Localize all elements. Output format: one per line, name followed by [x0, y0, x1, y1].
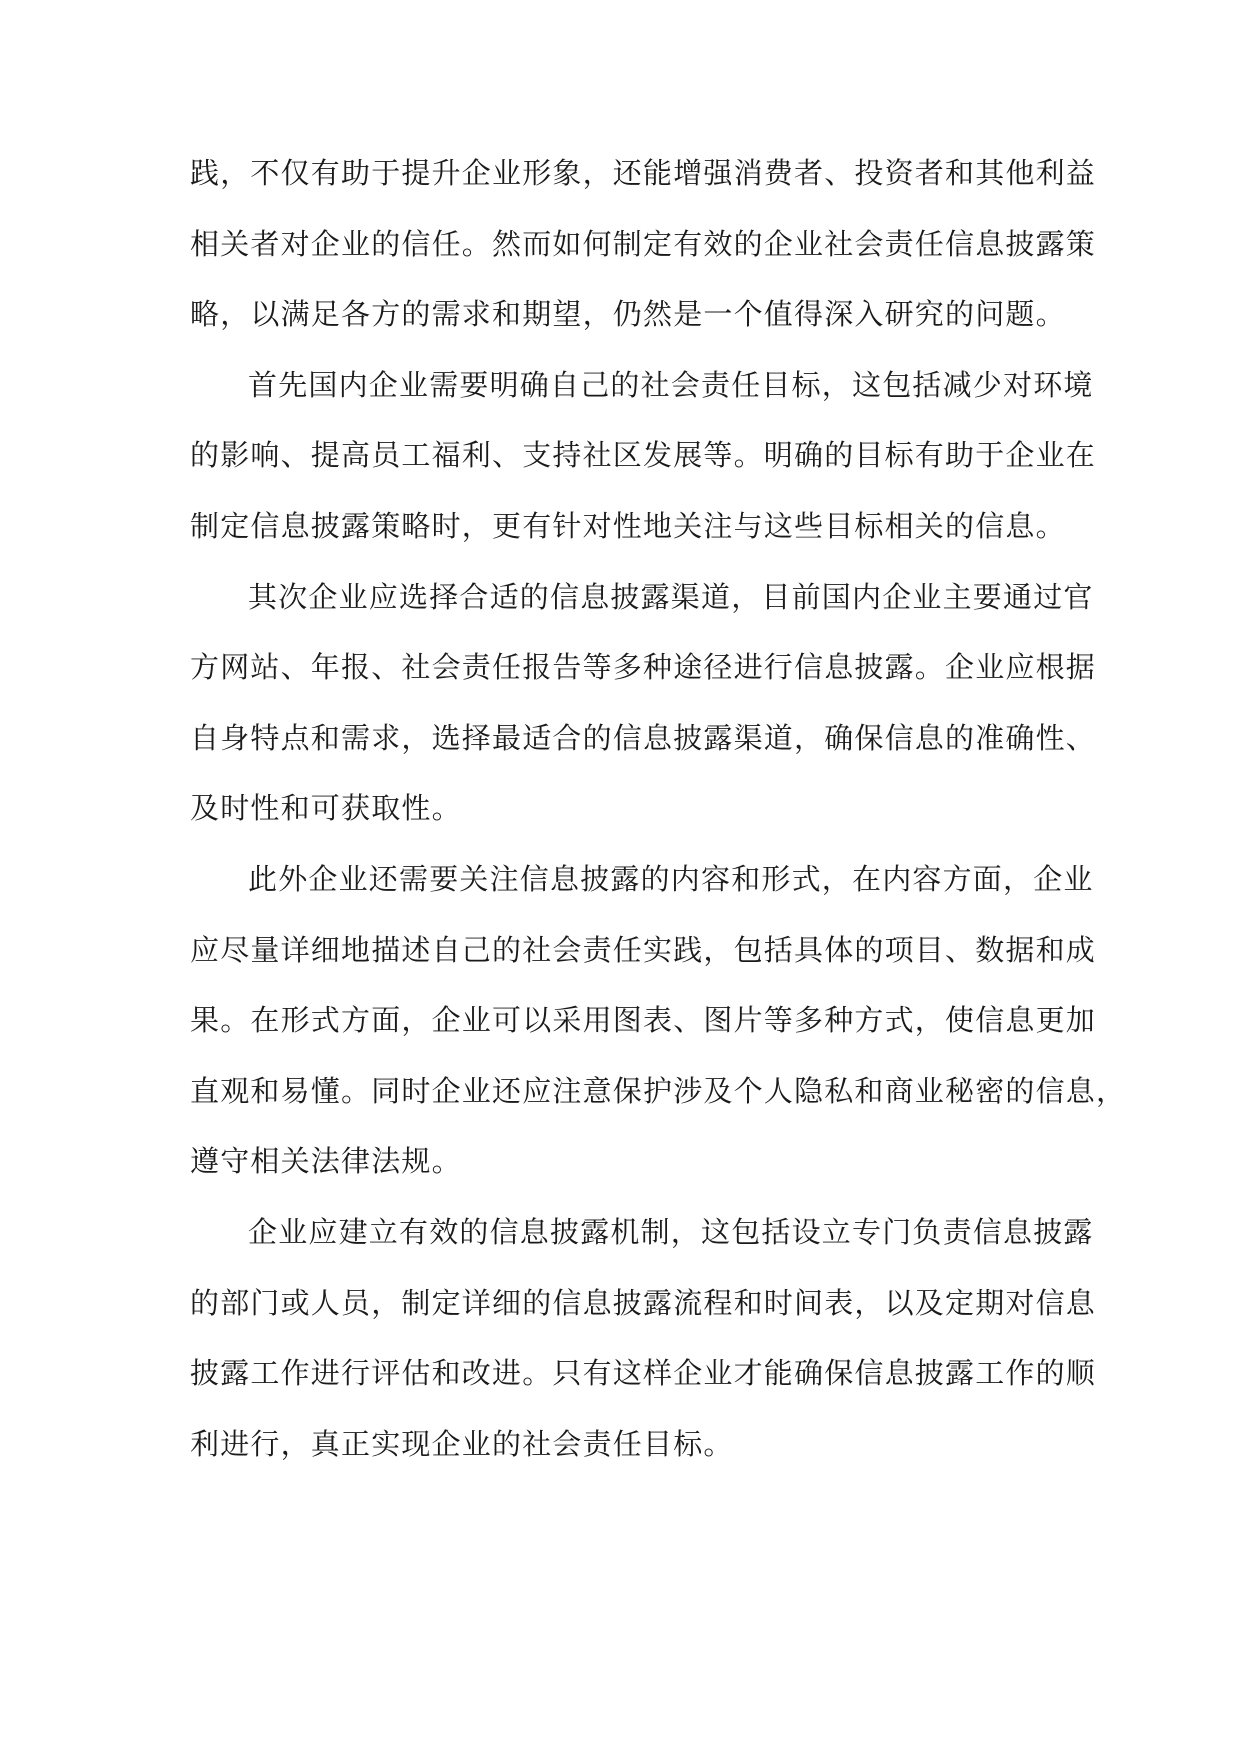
- text-line: 遵守相关法律法规。: [190, 1144, 462, 1179]
- text-line: 果。在形式方面，企业可以采用图表、图片等多种方式，使信息更加: [190, 1003, 1097, 1038]
- text-line: 方网站、年报、社会责任报告等多种途径进行信息披露。企业应根据: [190, 650, 1097, 685]
- text-line: 其次企业应选择合适的信息披露渠道，目前国内企业主要通过官: [248, 579, 1094, 614]
- text-line: 践，不仅有助于提升企业形象，还能增强消费者、投资者和其他利益: [190, 156, 1097, 190]
- text-line: 及时性和可获取性。: [190, 791, 462, 826]
- paragraph: [190, 138, 1097, 350]
- paragraph: [190, 1197, 1097, 1479]
- text-line: 的影响、提高员工福利、支持社区发展等。明确的目标有助于企业在: [190, 438, 1097, 473]
- text-line: 企业应建立有效的信息披露机制，这包括设立专门负责信息披露: [248, 1214, 1094, 1249]
- paragraph: [190, 844, 1127, 1197]
- text-line: 直观和易懂。同时企业还应注意保护涉及个人隐私和商业秘密的信息，: [190, 1073, 1127, 1108]
- text-line: 略，以满足各方的需求和期望，仍然是一个值得深入研究的问题。: [190, 297, 1066, 332]
- paragraph: [190, 350, 1097, 562]
- text-line: 应尽量详细地描述自己的社会责任实践，包括具体的项目、数据和成: [190, 932, 1097, 967]
- text-line: 利进行，真正实现企业的社会责任目标。: [190, 1426, 734, 1461]
- text-line: 此外企业还需要关注信息披露的内容和形式，在内容方面，企业: [248, 861, 1094, 896]
- text-line: 自身特点和需求，选择最适合的信息披露渠道，确保信息的准确性、: [190, 720, 1097, 755]
- text-line: 首先国内企业需要明确自己的社会责任目标，这包括减少对环境: [248, 367, 1094, 402]
- text-line: 的部门或人员，制定详细的信息披露流程和时间表，以及定期对信息: [190, 1285, 1097, 1320]
- text-line: 制定信息披露策略时，更有针对性地关注与这些目标相关的信息。: [190, 508, 1066, 543]
- document-body: [190, 138, 1127, 1479]
- paragraph: [190, 562, 1097, 844]
- text-line: 披露工作进行评估和改进。只有这样企业才能确保信息披露工作的顺: [190, 1356, 1097, 1391]
- text-line: 相关者对企业的信任。然而如何制定有效的企业社会责任信息披露策: [190, 226, 1097, 261]
